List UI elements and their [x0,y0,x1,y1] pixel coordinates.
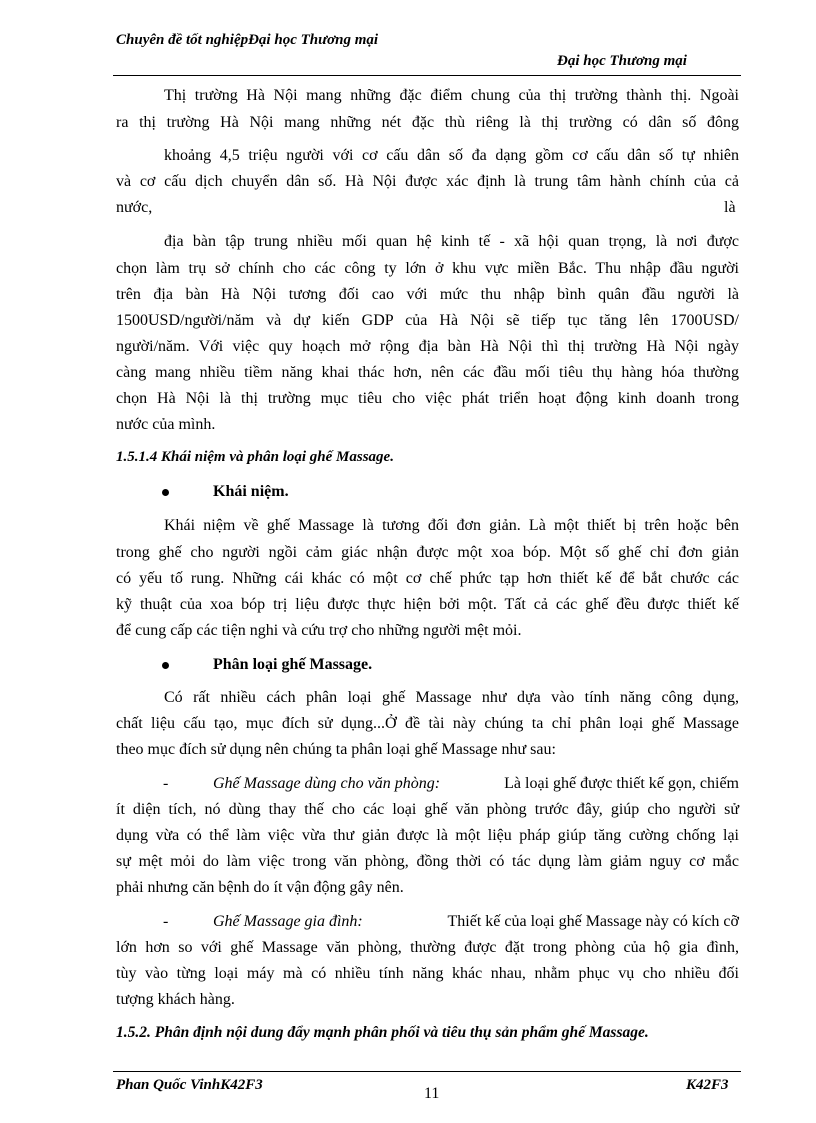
p2-line: Khái niệm về ghế Massage là tương đối đơn giản. Là một thiết bị trên hoặc bên [164,517,739,534]
p3-line: theo mục đích sử dụng nên chúng ta phân loại ghế Massage như sau: [116,741,556,758]
section-heading-152: 1.5.2. Phân định nội dung đẩy mạnh phân phối và tiêu thụ sản phẩm ghế Massage. [116,1024,649,1041]
bullet-phan-loai: Phân loại ghế Massage. [213,656,373,673]
dash1-line: phải nhưng căn bệnh do ít vận động gây nên. [116,879,404,896]
p1-line: địa bàn tập trung nhiều mối quan hệ kinh tế - xã hội quan trọng, là nơi được [164,233,739,250]
header-right: Đại học Thương mại [557,53,687,69]
dash2-first-line [213,912,739,932]
dash1-line: ít diện tích, nó dùng thay thế cho các loại ghế văn phòng trước đây, giúp cho người sử [116,801,739,818]
p1-line: 1500USD/người/năm và dự kiến GDP của Hà Nội sẽ tiếp tục tăng lên 1700USD/ [116,312,739,329]
bullet-icon [162,662,169,669]
p2-line: để cung cấp các tiện nghi và cứu trợ cho những người mệt mỏi. [116,622,522,639]
dash1-line: dụng vừa có thể làm việc vừa thư giản được là một liệu pháp giúp tăng cường chống lại [116,827,739,844]
dash2-label: Ghế Massage gia đình: [213,913,363,930]
p1-line: chọn Hà Nội là thị trường mục tiêu cho việc phát triển hoạt động kinh doanh trong [116,390,739,407]
p2-line: kỹ thuật của xoa bóp trị liệu được thực hiện bởi một. Tất cả các ghế đều được thiết kế [116,596,739,613]
p1-line: khoảng 4,5 triệu người với cơ cấu dân số đa dạng gồm cơ cấu dân số tự nhiên [164,147,739,164]
footer-rule [113,1071,741,1072]
header-rule [113,75,741,76]
p1-line: ra thị trường Hà Nội mang những nét đặc thù riêng là thị trường có dân số đông [116,114,739,131]
dash-marker: - [163,913,169,930]
dash1-first-line [213,774,739,794]
p1-line: và cơ cấu dịch chuyển dân số. Hà Nội được xác định là trung tâm hành chính của cả [116,173,739,190]
header-left: Chuyên đề tốt nghiệpĐại học Thương mại [116,32,379,48]
page-number: 11 [424,1085,440,1102]
dash2-text: Thiết kế của loại ghế Massage này có kích cỡ [447,913,739,930]
dash1-text: Là loại ghế được thiết kế gọn, chiếm [504,775,739,792]
dash1-label: Ghế Massage dùng cho văn phòng: [213,775,441,792]
dash1-line: sự mệt mỏi do làm việc trong văn phòng, đồng thời có tác dụng làm giảm nguy cơ mắc [116,853,739,870]
section-heading-1514: 1.5.1.4 Khái niệm và phân loại ghế Massage. [116,449,394,465]
p1-line: nước, [116,199,153,216]
dash2-line: tượng khách hàng. [116,991,235,1008]
p1-line: càng mang nhiều tiềm năng khai thác hơn, nên các đầu mối tiêu thụ hàng hóa thường [116,364,739,381]
dash2-line: tùy vào từng loại máy mà có nhiều tính năng khác nhau, nhằm phục vụ cho nhiều đối [116,965,739,982]
p1-line: trên địa bàn Hà Nội tương đối cao với mức thu nhập bình quân đầu người là [116,286,739,303]
bullet-icon [162,489,169,496]
p1-line: chọn làm trụ sở chính cho các công ty lớn ở khu vực miền Bắc. Thu nhập đầu người [116,260,739,277]
dash2-line: lớn hơn so với ghế Massage văn phòng, thường được đặt trong phòng của hộ gia đình, [116,939,739,956]
footer-left: Phan Quốc VinhK42F3 [116,1077,263,1093]
p1-line: người/năm. Với việc quy hoạch mở rộng địa bàn Hà Nội thì thị trường Hà Nội ngày [116,338,739,355]
footer-right: K42F3 [686,1077,729,1093]
p2-line: trong ghế cho người ngồi cảm giác nhận được một xoa bóp. Một số ghế chỉ đơn giản [116,544,739,561]
dash-marker: - [163,775,169,792]
p1-line: nước của mình. [116,416,216,433]
bullet-khai-niem: Khái niệm. [213,483,289,500]
p1-line: là [724,199,736,216]
p2-line: có yếu tố rung. Những cái khác có một cơ chế phức tạp hơn thiết kế để bắt chước các [116,570,739,587]
p3-line: Có rất nhiều cách phân loại ghế Massage như dựa vào tính năng công dụng, [164,689,739,706]
p1-line: Thị trường Hà Nội mang những đặc điểm chung của thị trường thành thị. Ngoài [164,87,739,104]
p3-line: chất liệu cấu tạo, mục đích sử dụng...Ở đề tài này chúng ta chỉ phân loại ghế Massage [116,715,739,732]
